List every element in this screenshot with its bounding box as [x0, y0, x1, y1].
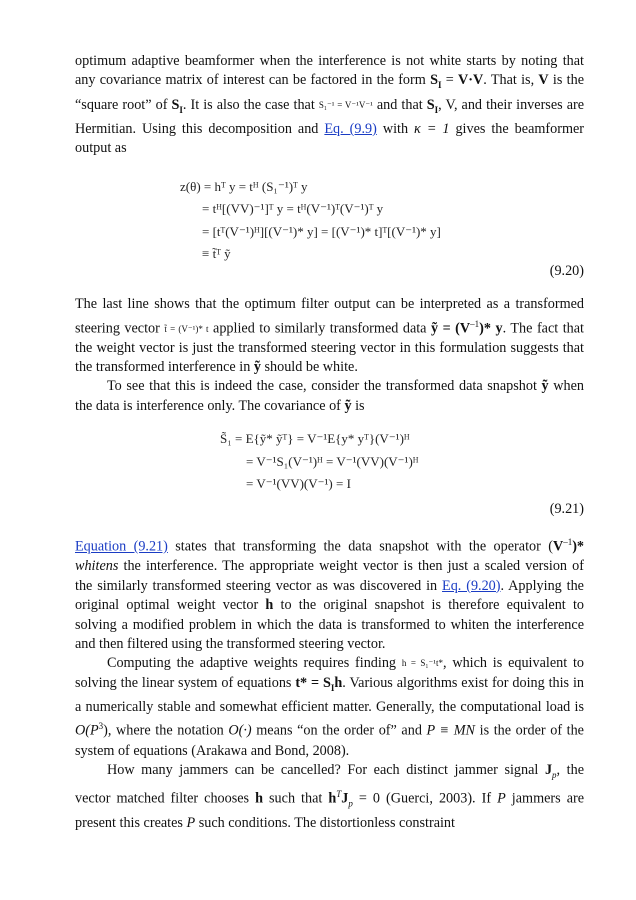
inline-formula-inverse: S₁⁻¹ = V⁻¹V⁻¹ [318, 99, 373, 110]
paragraph-2: The last line shows that the optimum filter output can be interpreted as a transformed steering vector t̃ = (V⁻¹)* t applied to similarly transformed data ỹ = $(V^{-1})*$ y. The fact that the weight vector is just the transformed steering vector in this formulation suggests that the transformed interference in ỹ should be white. [75, 296, 584, 376]
eq-9-20-line-3: = [tᵀ(V⁻¹)ᴴ][(V⁻¹)* y] = [(V⁻¹)* t]ᵀ[(V⁻¹)* y] [202, 223, 441, 239]
link-eq-9-9[interactable]: Eq. (9.9) [324, 120, 377, 137]
eq-9-21-line-2: = V⁻¹S₁(V⁻¹)ᴴ = V⁻¹(VV)(V⁻¹)ᴴ [246, 453, 419, 469]
equation-number-9-20: (9.20) [549, 262, 584, 279]
link-equation-9-21[interactable]: Equation (9.21) [75, 538, 168, 555]
paragraph-1: optimum adaptive beamformer when the interference is not white starts by noting that any covariance matrix of interest can be factored in the form $S_I = V\cdot V$. That is, V is the “square root” of $S_I$. It is also the case that S₁⁻¹ = V⁻¹V⁻¹ and that $S_I$, V, and their inverses are Hermitian. Using this decomposition and Eq. (9.9) with κ = 1 gives the beamformer output as [75, 53, 585, 157]
eq-9-21-line-3: = V⁻¹(VV)(V⁻¹) = I [246, 476, 351, 492]
paragraph-6: How many jammers can be cancelled? For each distinct jammer signal $J_p$, the vector matched filter chooses h such that $h^TJ_p = 0$ (Guerci, 2003). If P jammers are present this creates P such conditions. The distortionless constraint [75, 762, 585, 832]
equation-number-9-21: (9.21) [549, 500, 584, 517]
eq-9-21-line-1: S̃₁ = E{ỹ* ỹᵀ} = V⁻¹E{y* yᵀ}(V⁻¹)ᴴ [220, 431, 410, 447]
equation-9-20 [75, 176, 584, 281]
eq-9-20-line-4: ≡ t̃ᵀ ỹ [202, 246, 231, 262]
paragraph-4: Equation (9.21) states that transforming the data snapshot with the operator $(V^{-1})*$ whitens the interference. The appropriate weight vector is then just a scaled version of the similarly transformed steering vector as was discovered in Eq. (9.20). Applying the original optimal weight vector h to the original snapshot is therefore equivalent to solving a modified problem in which the data is transformed to whiten the interference and then filtered using the transformed steering vector. [75, 537, 585, 652]
link-eq-9-20[interactable]: Eq. (9.20) [442, 577, 501, 594]
paragraph-5: Computing the adaptive weights requires finding h = S₁⁻¹t*, which is equivalent to solving the linear system of equations $t* = S_Ih$. Various algorithms exist for doing this in a numerically stable and somewhat efficient matter. Generally, the computational load is $O(P^3)$, where the notation O(·) means “on the order of” and P ≡ MN is the order of the system of equations (Arakawa and Bond, 2008). [75, 655, 584, 759]
eq-9-20-line-1: z(θ) = hᵀ y = tᴴ (S₁⁻¹)ᵀ y [180, 178, 308, 194]
equation-9-21 [75, 428, 584, 519]
inline-formula-steering: t̃ = (V⁻¹)* t [164, 323, 209, 334]
eq-9-20-line-2: = tᴴ[(VV)⁻¹]ᵀ y = tᴴ(V⁻¹)ᵀ(V⁻¹)ᵀ y [202, 201, 384, 217]
document-page [75, 52, 584, 834]
inline-formula-weights: h = S₁⁻¹t* [401, 658, 443, 669]
paragraph-3: To see that this is indeed the case, consider the transformed data snapshot ỹ when the data is interference only. The covariance of ỹ is [75, 378, 584, 414]
